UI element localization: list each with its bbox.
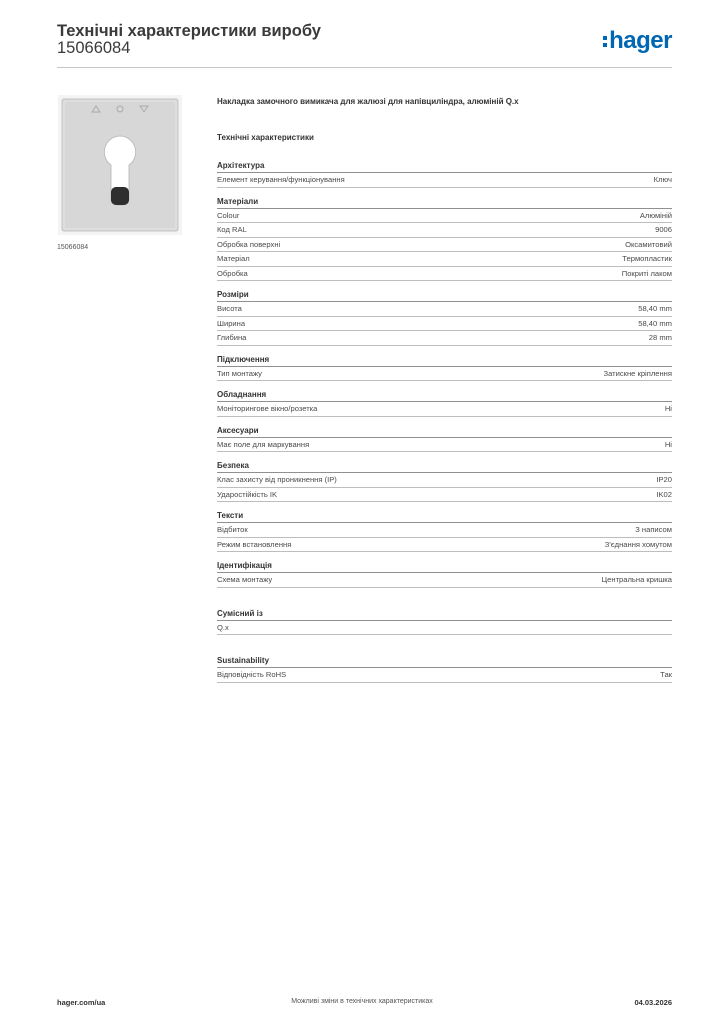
spec-row <box>217 402 672 417</box>
footer-note: Можливі зміни в технічних характеристиках <box>291 998 433 1005</box>
hager-logo <box>603 28 672 54</box>
spec-value: Алюміній <box>639 210 672 220</box>
spec-value: Ні <box>664 404 672 413</box>
spec-value: Так <box>660 670 672 679</box>
spec-section <box>217 289 672 346</box>
section-title: Безпека <box>217 460 672 473</box>
spec-section <box>217 608 672 636</box>
section-title: Обладнання <box>217 389 672 402</box>
spec-label: Colour <box>217 210 240 220</box>
spec-row <box>217 438 672 453</box>
spec-label: Код RAL <box>217 225 247 234</box>
image-caption: 15066084 <box>57 244 89 251</box>
spec-label: Режим встановлення <box>217 539 292 549</box>
spec-row <box>217 523 672 538</box>
section-title: Архітектура <box>217 160 672 173</box>
spec-row <box>217 267 672 282</box>
spec-row <box>217 209 672 224</box>
spec-value: IP20 <box>656 475 672 484</box>
spec-label: Моніторингове вікно/розетка <box>217 404 318 413</box>
logo-text: hager <box>609 27 672 54</box>
spec-row <box>217 302 672 317</box>
spec-label: Матеріал <box>217 254 250 263</box>
spec-section <box>217 425 672 453</box>
spec-label: Має поле для маркування <box>217 439 310 449</box>
spec-value: 9006 <box>655 225 672 234</box>
spec-label: Q.x <box>217 622 229 632</box>
product-image <box>58 95 182 235</box>
spec-row <box>217 238 672 253</box>
logo-dots-icon <box>603 36 607 47</box>
spec-value: 58,40 mm <box>638 304 672 313</box>
spec-label: Елемент керування/функціонування <box>217 175 345 184</box>
spec-row <box>217 252 672 267</box>
section-title: Тексти <box>217 510 672 523</box>
spec-label: Ударостійкість IK <box>217 489 278 499</box>
spec-row <box>217 173 672 188</box>
spec-row <box>217 621 672 636</box>
footer-website: hager.com/ua <box>57 998 106 1007</box>
spec-row <box>217 538 672 553</box>
product-name: Накладка замочного вимикача для жалюзі для напівциліндра, алюміній Q.x <box>217 97 519 106</box>
spec-value: Ключ <box>653 175 672 184</box>
spec-label: Відбиток <box>217 525 248 534</box>
spec-section <box>217 655 672 683</box>
spec-label: Обробка <box>217 268 248 278</box>
spec-value: 58,40 mm <box>638 318 672 328</box>
section-title: Ідентифікація <box>217 560 672 573</box>
spec-section <box>217 389 672 417</box>
spec-row <box>217 668 672 683</box>
spec-value: З'єднання хомутом <box>604 539 672 549</box>
spec-value: Покриті лаком <box>621 268 672 278</box>
spec-row <box>217 473 672 488</box>
spec-value: Оксамитовий <box>625 239 672 249</box>
spec-label: Відповідність RoHS <box>217 670 287 679</box>
section-title: Сумісний із <box>217 608 672 621</box>
spec-sections <box>217 160 672 683</box>
header-divider <box>57 67 672 68</box>
spec-row <box>217 573 672 588</box>
spec-section <box>217 196 672 282</box>
spec-value: Термопластик <box>622 254 672 263</box>
section-title: Sustainability <box>217 655 672 668</box>
spec-label: Клас захисту від проникнення (IP) <box>217 475 337 484</box>
spec-row <box>217 317 672 332</box>
spec-section <box>217 560 672 588</box>
spec-value: 28 mm <box>648 333 672 342</box>
spec-label: Висота <box>217 304 242 313</box>
document-number: 15066084 <box>57 39 131 57</box>
spec-value: Ні <box>664 439 672 449</box>
spec-value: З написом <box>635 525 672 534</box>
spec-heading: Технічні характеристики <box>217 133 314 142</box>
spec-content <box>217 96 672 691</box>
spec-label: Ширина <box>217 318 246 328</box>
spec-section <box>217 354 672 382</box>
section-title: Розміри <box>217 289 672 302</box>
section-title: Аксесуари <box>217 425 672 438</box>
spec-value: IK02 <box>656 489 672 499</box>
spec-section <box>217 460 672 502</box>
spec-row <box>217 367 672 382</box>
spec-label: Обробка поверхні <box>217 239 281 249</box>
spec-value: Центральна кришка <box>601 575 672 584</box>
footer-date: 04.03.2026 <box>634 998 672 1007</box>
section-title: Матеріали <box>217 196 672 209</box>
spec-label: Тип монтажу <box>217 368 262 378</box>
section-title: Підключення <box>217 354 672 367</box>
spec-section <box>217 510 672 552</box>
spec-value: Затискне кріплення <box>603 368 672 378</box>
spec-label: Глибина <box>217 333 247 342</box>
spec-row <box>217 488 672 503</box>
spec-section <box>217 160 672 188</box>
document-title: Технічні характеристики виробу <box>57 22 321 40</box>
spec-row <box>217 331 672 346</box>
spec-label: Схема монтажу <box>217 575 273 584</box>
spec-row <box>217 223 672 238</box>
